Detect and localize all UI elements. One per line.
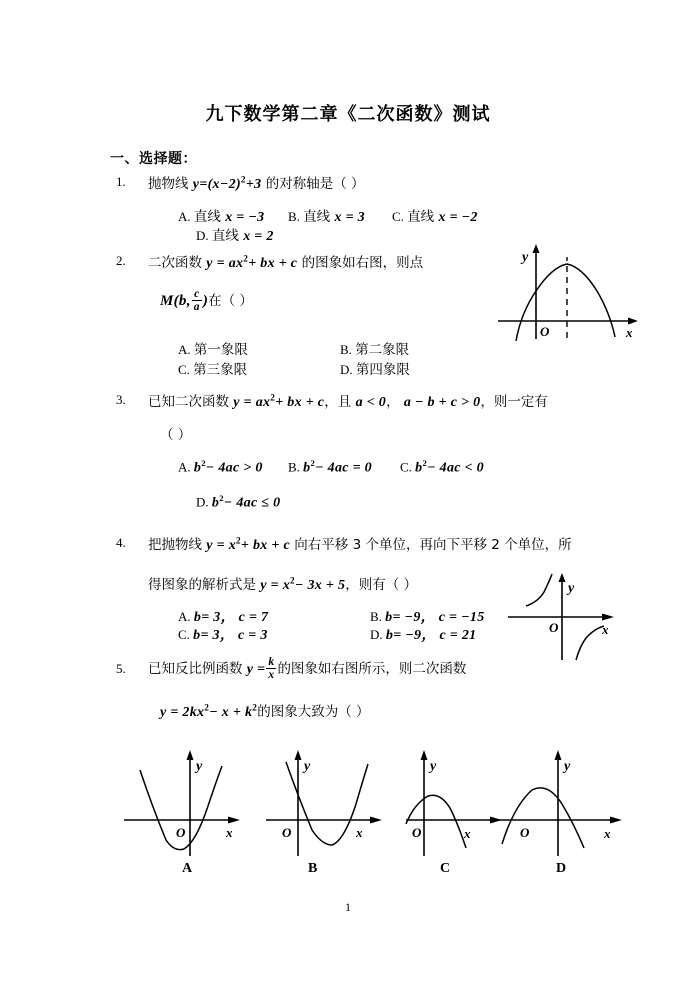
q2-option-d[interactable] — [340, 358, 410, 378]
q3-stem-math: y = ax — [233, 395, 271, 410]
q4-option-d-label: D. — [370, 627, 383, 642]
q3-stem-prefix: 已知二次函数 — [148, 394, 234, 410]
q1-stem-math-2: = — [199, 177, 208, 192]
q2-option-b-label: B. — [340, 342, 352, 357]
q4-stem-prefix: 把抛物线 — [148, 537, 207, 553]
q2-option-b[interactable] — [340, 338, 409, 358]
q4-option-b-math: b= −9， c = −15 — [385, 610, 485, 625]
q4-option-d-math: b= −9， c = 21 — [385, 628, 477, 643]
q1-option-d[interactable] — [196, 224, 274, 245]
q3-option-d[interactable] — [196, 493, 280, 511]
q4-stem-math-b: + bx + c — [240, 538, 290, 553]
q3-option-d-math-tail: − 4ac ≤ 0 — [223, 495, 281, 511]
q2-option-c-label: C. — [178, 362, 190, 377]
q3-option-a-math-tail: − 4ac > 0 — [205, 460, 263, 476]
q3-option-c[interactable] — [400, 458, 484, 476]
page-title: 九下数学第二章《二次函数》测试 — [205, 104, 491, 125]
q3-stem-math-b: + bx + c — [275, 395, 325, 410]
q1-option-c[interactable] — [392, 205, 478, 226]
q4-option-b-label: B. — [370, 609, 382, 624]
q3-option-c-math-tail: − 4ac < 0 — [427, 460, 484, 476]
q3-option-a-math: b — [193, 460, 202, 476]
answer-graph-d — [492, 748, 642, 858]
graph-b-axis-x-label: x — [356, 825, 363, 840]
graph-c-axis-y-label: y — [430, 759, 437, 774]
q5-line2-suffix: 的图象大致为（ ） — [257, 704, 370, 720]
q5-line2-exponent: 2 — [204, 702, 210, 713]
question-number-1: 1. — [116, 174, 126, 189]
q1-option-d-label: D. — [196, 228, 209, 243]
q4-option-a-math: b= 3， c = 7 — [193, 610, 269, 625]
q1-option-c-math: x = −2 — [438, 210, 478, 225]
q2-fraction-numerator: c — [194, 288, 200, 301]
q5-fraction — [266, 656, 276, 681]
q2-point-m: M(b, — [160, 293, 191, 309]
q1-stem-suffix: 的对称轴是（ ） — [261, 176, 365, 192]
q2-axis-x-label: x — [626, 325, 633, 340]
q2-point-fraction — [192, 288, 202, 313]
q4-line2-exponent: 2 — [290, 575, 295, 586]
question-stem-4 — [148, 533, 572, 554]
q1-stem-math-1: y — [192, 177, 200, 192]
q3-condition-2: a − b + c > 0 — [403, 395, 481, 410]
q2-stem-prefix: 二次函数 — [148, 255, 207, 271]
q3-option-a[interactable] — [178, 458, 263, 476]
q2-stem-math-b: + bx + c — [248, 256, 298, 271]
answer-graph-a-label: A — [182, 861, 193, 876]
q3-option-d-label: D. — [196, 494, 209, 510]
q2-fraction-denominator: a — [193, 301, 200, 314]
q1-option-b[interactable] — [288, 205, 365, 226]
q1-option-c-text: 直线 — [407, 209, 439, 225]
q3-stem-mid: ，且 — [324, 394, 356, 410]
q4-option-b[interactable] — [370, 606, 485, 626]
q3-option-b-exponent: 2 — [310, 458, 316, 468]
q3-option-c-exponent: 2 — [422, 458, 428, 468]
q1-option-a[interactable] — [178, 205, 264, 226]
q5-line2-math: y = 2kx — [160, 705, 205, 720]
q5-axis-x-label: x — [602, 622, 609, 637]
graph-a-axis-x-label: x — [226, 825, 233, 840]
question-number-4: 4. — [116, 535, 126, 550]
q2-stem-suffix: 的图象如右图，则点 — [297, 255, 424, 271]
q4-option-c-math: b= 3， c = 3 — [193, 628, 268, 643]
q2-point-suffix: 在（ ） — [208, 293, 253, 309]
q1-stem-math-4: − — [219, 177, 229, 192]
q2-option-a[interactable] — [178, 338, 248, 358]
q4-line2-suffix: ，则有（ ） — [345, 577, 418, 593]
q5-hyperbola-figure — [504, 572, 644, 662]
question-stem-3 — [148, 390, 548, 411]
q1-option-c-label: C. — [392, 209, 404, 224]
graph-b-axis-y-label: y — [304, 759, 311, 774]
q3-option-b[interactable] — [288, 458, 372, 476]
q5-stem-prefix: 已知反比例函数 — [148, 661, 247, 677]
answer-graph-b-label: B — [308, 861, 318, 876]
q1-option-a-math: x = −3 — [225, 210, 265, 225]
q2-stem-exponent: 2 — [243, 253, 249, 264]
answer-graph-b — [264, 748, 404, 858]
q5-stem-line2 — [160, 700, 370, 721]
q2-axis-y-label: y — [522, 250, 529, 265]
q2-point-expression — [160, 289, 253, 314]
q4-option-c-label: C. — [178, 627, 190, 642]
q3-option-b-math-tail: − 4ac = 0 — [315, 460, 372, 476]
answer-graph-c-label: C — [440, 861, 451, 876]
graph-a-axis-y-label: y — [196, 759, 203, 774]
q1-stem-math-3: (x — [207, 177, 220, 192]
q1-option-a-label: A. — [178, 209, 191, 224]
q4-option-c[interactable] — [178, 624, 268, 644]
q2-stem-math: y = ax — [206, 256, 244, 271]
q4-line2-math-b: − 3x + 5 — [294, 578, 346, 593]
q3-option-d-math: b — [211, 495, 220, 511]
q3-answer-blank — [160, 423, 191, 444]
q5-stem-suffix: 的图象如右图所示，则二次函数 — [277, 661, 467, 677]
q1-stem-exponent: 2 — [240, 174, 246, 185]
q5-line2-exponent-b: 2 — [252, 702, 258, 713]
q5-fraction-numerator: k — [268, 656, 275, 669]
q3-option-c-label: C. — [400, 459, 412, 475]
q5-axis-y-label: y — [568, 581, 575, 596]
graph-c-axis-x-label: x — [464, 826, 471, 841]
q5-stem-math: y = — [246, 662, 266, 677]
q2-point-tail: ) — [202, 293, 209, 309]
q3-option-b-math: b — [303, 460, 311, 476]
q3-option-c-math: b — [415, 460, 423, 476]
q3-stem-suffix: ，则一定有 — [480, 394, 548, 410]
q3-option-d-exponent: 2 — [219, 493, 224, 503]
q5-origin-label: O — [549, 620, 559, 635]
q4-option-a-label: A. — [178, 609, 191, 624]
graph-c-origin-label: O — [412, 825, 422, 840]
q3-stem-exponent: 2 — [270, 392, 276, 403]
q1-stem-math-6: +3 — [245, 177, 262, 192]
q4-stem-exponent: 2 — [236, 535, 241, 546]
q3-option-a-label: A. — [178, 459, 191, 475]
q2-option-d-label: D. — [340, 362, 353, 377]
q3-stem-line2: （ ） — [160, 427, 192, 443]
q1-option-b-label: B. — [288, 209, 300, 224]
question-stem-1 — [148, 172, 365, 193]
section-heading-choice: 一、选择题： — [110, 152, 197, 167]
q2-option-d-text: 第四象限 — [355, 362, 410, 378]
question-number-5: 5. — [116, 661, 126, 676]
q3-option-b-label: B. — [288, 459, 300, 475]
graph-b-origin-label: O — [282, 825, 292, 840]
q3-condition-separator: ， — [386, 394, 404, 410]
q2-parabola-figure — [496, 243, 646, 343]
q4-option-d[interactable] — [370, 624, 476, 644]
q4-stem-math: y = x — [206, 538, 236, 553]
q4-stem-suffix: 向右平移 3 个单位，再向下平移 2 个单位，所 — [290, 537, 572, 553]
question-stem-2 — [148, 251, 423, 272]
q1-option-d-math: x = 2 — [243, 229, 274, 244]
q2-option-c[interactable] — [178, 358, 247, 378]
graph-d-axis-x-label: x — [604, 826, 611, 841]
q2-option-b-text: 第二象限 — [355, 342, 410, 358]
q4-line2-math: y = x — [260, 578, 290, 593]
q1-option-d-text: 直线 — [211, 228, 244, 244]
q4-option-a[interactable] — [178, 606, 268, 626]
q1-option-b-text: 直线 — [303, 209, 335, 225]
q4-stem-line2 — [148, 573, 417, 594]
q2-origin-label: O — [540, 324, 550, 339]
graph-a-origin-label: O — [176, 825, 186, 840]
q2-option-a-text: 第一象限 — [193, 342, 248, 358]
q1-option-b-math: x = 3 — [334, 210, 365, 225]
question-number-2: 2. — [116, 253, 126, 268]
page-number: 1 — [345, 900, 351, 914]
q4-line2-prefix: 得图象的解析式是 — [148, 577, 261, 593]
q1-stem-math-5: 2) — [228, 177, 241, 192]
question-number-3: 3. — [116, 392, 126, 407]
graph-d-axis-y-label: y — [564, 759, 571, 774]
q3-condition-1: a < 0 — [355, 395, 387, 410]
q1-option-a-text: 直线 — [193, 209, 226, 225]
q5-fraction-denominator: x — [268, 669, 275, 682]
q1-stem-prefix: 抛物线 — [148, 176, 193, 192]
question-stem-5 — [148, 657, 466, 682]
q2-option-c-text: 第三象限 — [193, 362, 248, 378]
answer-graph-a — [122, 748, 262, 858]
graph-d-origin-label: O — [520, 825, 530, 840]
q3-option-a-exponent: 2 — [201, 458, 206, 468]
q5-line2-math-b: − x + k — [209, 705, 253, 720]
q2-option-a-label: A. — [178, 342, 191, 357]
answer-graph-d-label: D — [556, 861, 567, 876]
